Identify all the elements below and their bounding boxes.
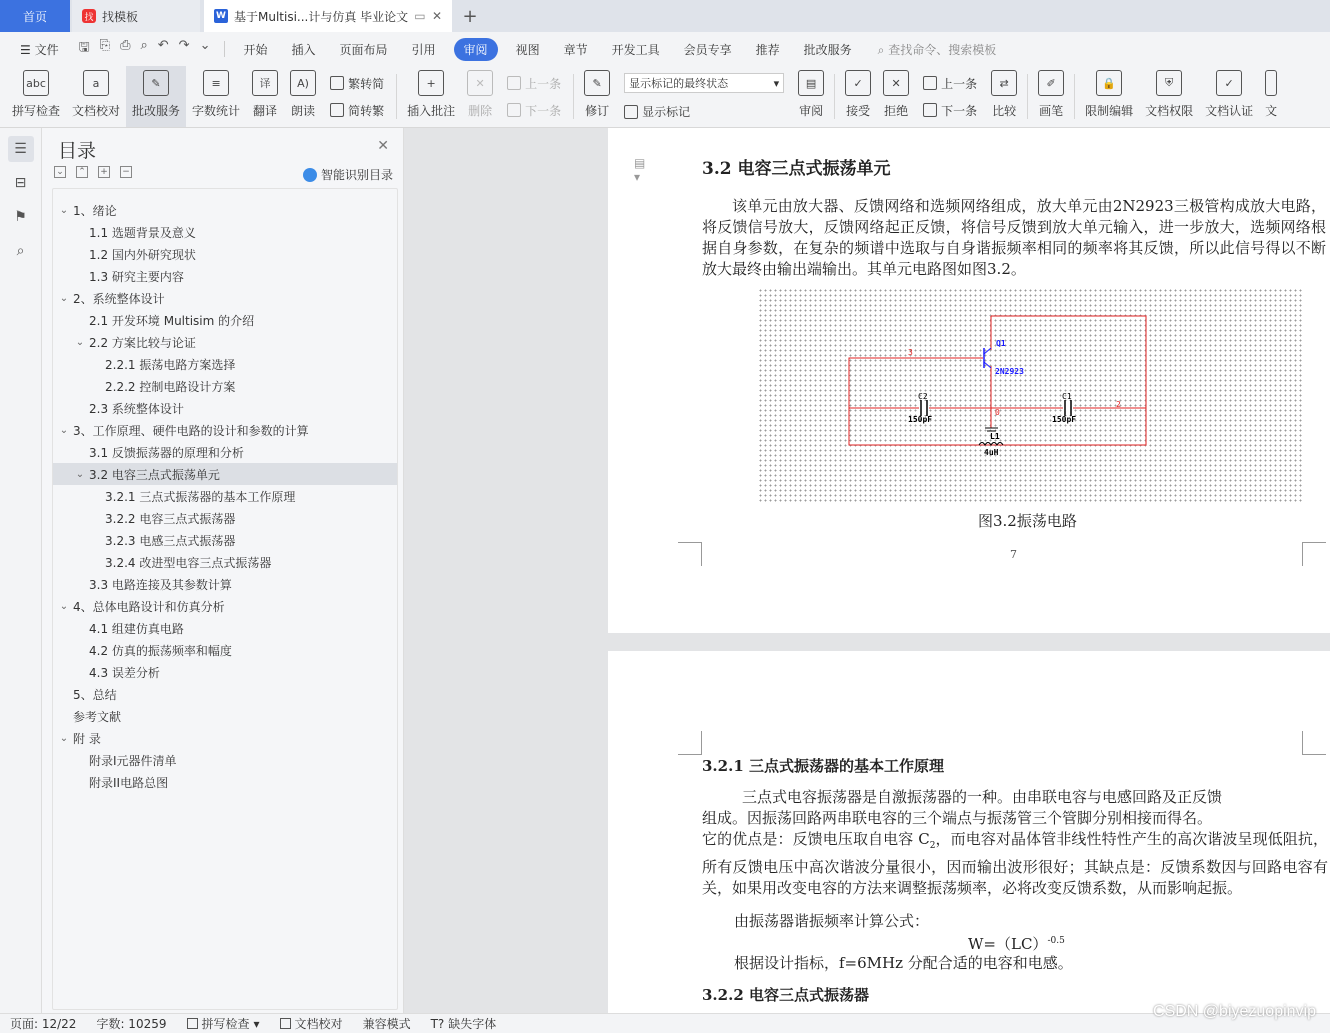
more-ribbon-button[interactable]	[1259, 66, 1283, 127]
checkbox-icon	[187, 1018, 198, 1029]
toc-item[interactable]	[53, 331, 397, 353]
translate-icon: 译	[252, 70, 278, 96]
toc-item-label: 2.3 系统整体设计	[89, 401, 184, 416]
menu-insert[interactable]: 插入	[291, 42, 316, 57]
q1-label: Q1	[996, 339, 1006, 348]
paragraph	[702, 196, 1326, 280]
toc-item[interactable]	[53, 463, 397, 485]
menu-member[interactable]: 会员专享	[683, 42, 732, 57]
side-panel-strip	[0, 128, 42, 1013]
toc-item[interactable]	[53, 507, 397, 529]
toc-toolbar	[54, 166, 132, 178]
page-number: 7	[1010, 548, 1017, 561]
toc-item-label: 3.3 电路连接及其参数计算	[89, 577, 232, 592]
doc-permission-label: 文档权限	[1145, 104, 1194, 118]
toc-item-label: 参考文献	[73, 709, 122, 724]
doc-permission-button[interactable]	[1139, 66, 1199, 127]
tab-bar	[0, 0, 1330, 32]
accept-label: 接受	[846, 104, 871, 118]
toc-item[interactable]	[53, 661, 397, 683]
formula-intro: 由振荡器谐振频率计算公式：	[734, 912, 930, 930]
toc-item-label: 1、绪论	[73, 203, 117, 218]
toc-item-label: 1.3 研究主要内容	[89, 269, 184, 284]
trad-to-simp-icon	[330, 76, 344, 90]
compare-label: 比较	[992, 104, 1017, 118]
doc-check-label: 文档校对	[72, 104, 121, 118]
doc-check-icon: a	[83, 70, 109, 96]
toc-item[interactable]	[53, 287, 397, 309]
show-markup-icon	[624, 105, 638, 119]
revise-button[interactable]	[578, 66, 616, 127]
next-change-label: 下一条	[941, 103, 978, 118]
paragraph-text: ，而电容对晶体管非线性特性产生的高次谐波呈现低阻抗，所有反馈电压中高次谐波分量很小，因而输出波形很好；其缺点是：反馈系数因与回路电容有关，如果用改变电容的方法来调整振荡频率，必将改变反馈系数，从而影响起振。	[702, 830, 1328, 897]
toc-item[interactable]	[53, 749, 397, 771]
delete-comment-label: 删除	[468, 104, 493, 118]
add-heading-icon[interactable]: +	[98, 166, 110, 178]
simp-to-trad-label: 简转繁	[348, 103, 385, 118]
bookmark-icon[interactable]: ⚑	[14, 209, 27, 225]
show-markup-button[interactable]	[624, 103, 784, 120]
toc-item-label: 3.2.3 电感三点式振荡器	[105, 533, 236, 548]
save-icon[interactable]: 🖫	[78, 40, 90, 55]
paragraph-line	[702, 829, 1328, 899]
smart-toc-label: 智能识别目录	[320, 168, 393, 182]
chevron-down-icon[interactable]: ⌄	[199, 38, 211, 53]
figure-caption: 图3.2振荡电路	[978, 512, 1077, 530]
translate-button[interactable]	[246, 66, 284, 127]
next-comment-icon	[507, 103, 521, 117]
permission-icon: ⛨	[1156, 70, 1182, 96]
menu-developer[interactable]: 开发工具	[611, 42, 660, 57]
next-change-button[interactable]	[923, 102, 977, 119]
divider	[573, 74, 574, 119]
menu-review[interactable]: 审阅	[454, 38, 498, 61]
prev-comment-label: 上一条	[525, 76, 562, 91]
template-icon: 找	[82, 9, 96, 23]
tab-template[interactable]	[72, 0, 200, 32]
divider	[1074, 74, 1075, 119]
smart-toc-button[interactable]	[303, 166, 393, 183]
formula	[968, 933, 1065, 954]
circuit-diagram	[758, 288, 1303, 503]
subsection-heading: 3.2.2 电容三点式振荡器	[702, 986, 869, 1004]
chevron-down-icon[interactable]: ⌄	[75, 336, 85, 348]
correction-icon: ✎	[143, 70, 169, 96]
paragraph-line: 组成。因振荡回路两串联电容的三个端点与振荡管三个管脚分别相接而得名。	[702, 809, 1213, 827]
plus-icon: +	[462, 5, 478, 27]
navigation-icon[interactable]: ⊟	[14, 175, 27, 191]
translate-label: 翻译	[253, 104, 278, 118]
prev-change-icon	[923, 76, 937, 90]
trad-to-simp-button[interactable]	[330, 75, 384, 92]
toc-item[interactable]	[53, 573, 397, 595]
read-aloud-button[interactable]	[284, 66, 322, 127]
review-ribbon	[0, 66, 1330, 128]
toc-item[interactable]	[53, 727, 397, 749]
font-icon: T?	[430, 1016, 445, 1031]
toc-item-label: 4.2 仿真的振荡频率和幅度	[89, 643, 232, 658]
next-comment-button[interactable]	[507, 102, 561, 119]
tab-document-label: 基于Multisi...计与仿真 毕业论文	[234, 9, 409, 24]
node-2-label: 2	[1116, 400, 1121, 409]
undo-icon[interactable]: ↶	[157, 38, 169, 53]
reject-icon: ✕	[883, 70, 909, 96]
chevron-down-icon[interactable]: ⌄	[59, 204, 69, 216]
comment-margin-icon[interactable]: ▤ ▾	[634, 156, 646, 184]
menu-chapter[interactable]: 章节	[563, 42, 588, 57]
toc-item-label: 4.1 组建仿真电路	[89, 621, 184, 636]
proof-status-label: 文档校对	[294, 1017, 343, 1031]
monitor-icon[interactable]: ▭	[414, 9, 426, 23]
toc-item-label: 2.2.1 振荡电路方案选择	[105, 357, 236, 372]
toc-item[interactable]	[53, 375, 397, 397]
section-heading: 3.2 电容三点式振荡单元	[702, 159, 891, 179]
delete-comment-icon: ✕	[467, 70, 493, 96]
toc-item-label: 3.2.2 电容三点式振荡器	[105, 511, 236, 526]
chevron-down-icon[interactable]: ⌄	[59, 600, 69, 612]
accept-button[interactable]	[839, 66, 877, 127]
toc-item[interactable]	[53, 265, 397, 287]
print-icon[interactable]: ⎙	[120, 38, 131, 53]
read-aloud-label: 朗读	[291, 104, 316, 118]
design-line: 根据设计指标，f=6MHz 分配合适的电容和电感。	[734, 954, 1073, 972]
toc-item[interactable]	[53, 551, 397, 573]
show-markup-label: 显示标记	[642, 105, 691, 119]
markup-state-value: 显示标记的最终状态	[629, 77, 729, 90]
collapse-all-icon[interactable]: ⌄	[54, 166, 66, 178]
change-nav-group	[915, 66, 985, 127]
toc-item-label: 2.1 开发环境 Multisim 的介绍	[89, 313, 255, 328]
command-search-placeholder: 查找命令、搜索模板	[888, 42, 997, 57]
compare-icon: ⇄	[991, 70, 1017, 96]
toc-item-label: 附 录	[73, 731, 101, 746]
word-count-label: 字数统计	[192, 104, 241, 118]
spellcheck-label: 拼写检查	[12, 104, 61, 118]
document-area	[404, 128, 1330, 1013]
prev-change-label: 上一条	[941, 76, 978, 91]
paragraph	[702, 787, 1328, 899]
tab-template-label: 找模板	[102, 9, 139, 24]
circuit-figure	[758, 288, 1303, 503]
menu-correction[interactable]: 批改服务	[803, 42, 852, 57]
toc-item-label: 1.1 选题背景及意义	[89, 225, 196, 240]
comment-nav-group	[499, 66, 569, 127]
pen-label: 画笔	[1039, 104, 1064, 118]
c1-value: 150pF	[1052, 415, 1077, 424]
close-icon[interactable]: ✕	[377, 138, 389, 154]
l1-value: 4uH	[984, 448, 999, 457]
more-label: 文	[1265, 104, 1278, 118]
menu-layout[interactable]: 页面布局	[339, 42, 388, 57]
toc-item[interactable]	[53, 485, 397, 507]
menu-start[interactable]: 开始	[243, 42, 268, 57]
paragraph-line: 三点式电容振荡器是自激振荡器的一种。由串联电容与电感回路及正反馈	[742, 788, 1223, 806]
divider	[224, 41, 225, 57]
prev-comment-button[interactable]	[507, 75, 561, 92]
page-indicator[interactable]: 页面: 12/22	[10, 1017, 77, 1031]
chevron-down-icon: ▾	[773, 76, 780, 90]
word-doc-icon: W	[214, 9, 228, 23]
next-change-icon	[923, 103, 937, 117]
toc-item-label: 4.3 误差分析	[89, 665, 160, 680]
file-menu[interactable]: ☰ 文件	[20, 42, 59, 57]
restrict-edit-label: 限制编辑	[1085, 104, 1134, 118]
toc-item[interactable]	[53, 309, 397, 331]
divider	[834, 74, 835, 119]
divider	[396, 74, 397, 119]
redo-icon[interactable]: ↷	[178, 38, 190, 53]
compat-mode: 兼容模式	[362, 1017, 411, 1031]
insert-comment-label: 插入批注	[407, 104, 456, 118]
pen-icon: ✐	[1038, 70, 1064, 96]
divider	[1027, 74, 1028, 119]
delete-comment-button[interactable]	[461, 66, 499, 127]
c2-value: 150pF	[908, 415, 933, 424]
spellcheck-status-label: 拼写检查	[201, 1017, 250, 1031]
toc-item[interactable]	[53, 705, 397, 727]
toc-item[interactable]	[53, 529, 397, 551]
menu-recommend[interactable]: 推荐	[755, 42, 780, 57]
tab-document[interactable]	[204, 0, 452, 32]
revise-icon: ✎	[584, 70, 610, 96]
toc-item-label: 3.2.4 改进型电容三点式振荡器	[105, 555, 272, 570]
toc-item-label: 5、总结	[73, 687, 117, 702]
spellcheck-icon: abc	[23, 70, 49, 96]
menu-bar	[0, 32, 1330, 66]
menu-view[interactable]: 视图	[515, 42, 540, 57]
c2-label: C2	[918, 392, 928, 401]
review-pane-label: 审阅	[799, 104, 824, 118]
missing-font-button[interactable]	[421, 1015, 507, 1032]
more-icon	[1265, 70, 1277, 96]
watermark: CSDN @biyezuopinvip	[1153, 1003, 1316, 1020]
formula-text: W=（LC）	[968, 935, 1048, 953]
page-corner-mark	[678, 731, 702, 755]
menu-references[interactable]: 引用	[411, 42, 436, 57]
toc-item-label: 3.2 电容三点式振荡单元	[89, 467, 220, 482]
quick-access-toolbar	[71, 38, 219, 60]
toc-item[interactable]	[53, 243, 397, 265]
toc-item-label: 3.1 反馈振荡器的原理和分析	[89, 445, 244, 460]
page-corner-mark	[1302, 542, 1326, 566]
paragraph-text: 该单元由放大器、反馈网络和选频网络组成，放大单元由2N2923三极管构成放大电路，将反馈信号放大，反馈网络起正反馈，将信号反馈到放大单元输入，进一步放大，选频网络根据自身参数，在复杂的频谱中选取与自身谐振频率相同的频率将其反馈，所以此信号得以不断放大最终由输出端输出。其单元电路图如图3.2。	[702, 197, 1326, 278]
proof-status[interactable]	[270, 1015, 353, 1032]
toc-item-label: 3、工作原理、硬件电路的设计和参数的计算	[73, 423, 309, 438]
wire-outer-right	[991, 316, 1146, 445]
l1-label: L1	[990, 432, 1000, 441]
toc-item-label: 附录I元器件清单	[89, 753, 177, 768]
search-icon[interactable]: ⌕	[16, 243, 25, 259]
pen-button[interactable]	[1032, 66, 1070, 127]
subsection-heading: 3.2.1 三点式振荡器的基本工作原理	[702, 757, 944, 775]
export-icon[interactable]: ⎘	[99, 38, 111, 53]
chevron-down-icon[interactable]: ⌄	[59, 732, 69, 744]
revise-label: 修订	[585, 104, 610, 118]
smart-toc-icon	[303, 168, 317, 182]
doc-check-button[interactable]	[66, 66, 126, 127]
tab-home[interactable]	[0, 0, 70, 32]
toc-item-label: 2.2.2 控制电路设计方案	[105, 379, 236, 394]
toc-item[interactable]	[53, 199, 397, 221]
transistor-emitter	[984, 362, 991, 368]
toc-item[interactable]	[53, 595, 397, 617]
toc-item-label: 附录II电路总图	[89, 775, 169, 790]
toc-item[interactable]	[53, 397, 397, 419]
toc-item[interactable]	[53, 683, 397, 705]
comment-icon: +	[418, 70, 444, 96]
c1-label: C1	[1062, 392, 1072, 401]
review-pane-button[interactable]	[792, 66, 830, 127]
remove-heading-icon[interactable]: −	[120, 166, 132, 178]
simp-to-trad-button[interactable]	[330, 102, 384, 119]
subscript: 2	[929, 841, 936, 851]
next-comment-label: 下一条	[525, 103, 562, 118]
prev-comment-icon	[507, 76, 521, 90]
q1-part-label: 2N2923	[995, 367, 1024, 376]
formula-exponent: -0.5	[1047, 936, 1065, 946]
toc-list	[52, 188, 398, 1010]
trad-simp-group	[322, 66, 392, 127]
reject-button[interactable]	[877, 66, 915, 127]
toc-item-label: 3.2.1 三点式振荡器的基本工作原理	[105, 489, 296, 504]
toc-item-label: 4、总体电路设计和仿真分析	[73, 599, 225, 614]
toc-item-label: 1.2 国内外研究现状	[89, 247, 196, 262]
compare-button[interactable]	[985, 66, 1023, 127]
toc-item[interactable]	[53, 353, 397, 375]
proof-icon	[280, 1018, 291, 1029]
word-count-icon: ≡	[203, 70, 229, 96]
toc-panel	[42, 128, 404, 1013]
transistor-collector	[984, 348, 991, 354]
document-page	[608, 128, 1330, 633]
document-page	[608, 651, 1330, 1013]
page-corner-mark	[1302, 731, 1326, 755]
spellcheck-button[interactable]	[6, 66, 66, 127]
doc-auth-button[interactable]	[1199, 66, 1259, 127]
toc-item[interactable]	[53, 617, 397, 639]
markup-group	[616, 66, 792, 127]
simp-to-trad-icon	[330, 103, 344, 117]
toc-item-label: 2.2 方案比较与论证	[89, 335, 196, 350]
tab-bar-spacer	[488, 0, 1330, 32]
page-corner-mark	[678, 542, 702, 566]
paragraph-text: 它的优点是：反馈电压取自电容 C	[702, 830, 930, 848]
review-pane-icon: ▤	[798, 70, 824, 96]
node-0-label: 0	[995, 408, 1000, 417]
command-search[interactable]: ⌕ 查找命令、搜索模板	[877, 42, 997, 57]
restrict-edit-button[interactable]	[1079, 66, 1139, 127]
toc-item-label: 2、系统整体设计	[73, 291, 165, 306]
word-count-button[interactable]	[186, 66, 246, 127]
lock-icon: 🔒	[1096, 70, 1122, 96]
certificate-icon: ✓	[1216, 70, 1242, 96]
missing-font-label: 缺失字体	[448, 1017, 497, 1031]
word-count-indicator[interactable]: 字数: 10259	[96, 1017, 167, 1031]
accept-icon: ✓	[845, 70, 871, 96]
markup-state-select[interactable]	[624, 73, 784, 93]
correction-label: 批改服务	[132, 104, 181, 118]
expand-all-icon[interactable]: ⌃	[76, 166, 88, 178]
close-icon[interactable]: ✕	[431, 9, 442, 23]
correction-service-button[interactable]	[126, 66, 186, 127]
file-menu-label: 文件	[34, 42, 59, 57]
chevron-down-icon[interactable]: ⌄	[75, 468, 85, 480]
insert-comment-button[interactable]	[401, 66, 461, 127]
doc-auth-label: 文档认证	[1205, 104, 1254, 118]
new-tab-button[interactable]	[452, 0, 488, 32]
toc-item[interactable]	[53, 441, 397, 463]
toc-item[interactable]	[53, 419, 397, 441]
status-bar	[0, 1013, 1330, 1033]
toc-item[interactable]	[53, 639, 397, 661]
chevron-down-icon[interactable]: ⌄	[59, 292, 69, 304]
toc-item[interactable]	[53, 771, 397, 793]
toc-title: 目录	[58, 140, 97, 162]
spellcheck-status[interactable]: 拼写检查 ▾	[177, 1015, 270, 1032]
prev-change-button[interactable]	[923, 75, 977, 92]
tab-home-label: 首页	[22, 9, 47, 24]
node-3-label: 3	[908, 348, 913, 357]
read-aloud-icon: A)	[290, 70, 316, 96]
trad-to-simp-label: 繁转简	[348, 76, 385, 91]
chevron-down-icon[interactable]: ⌄	[59, 424, 69, 436]
preview-icon[interactable]: ⌕	[140, 38, 148, 53]
toc-icon[interactable]: ☰	[8, 136, 34, 162]
toc-item[interactable]	[53, 221, 397, 243]
reject-label: 拒绝	[884, 104, 909, 118]
